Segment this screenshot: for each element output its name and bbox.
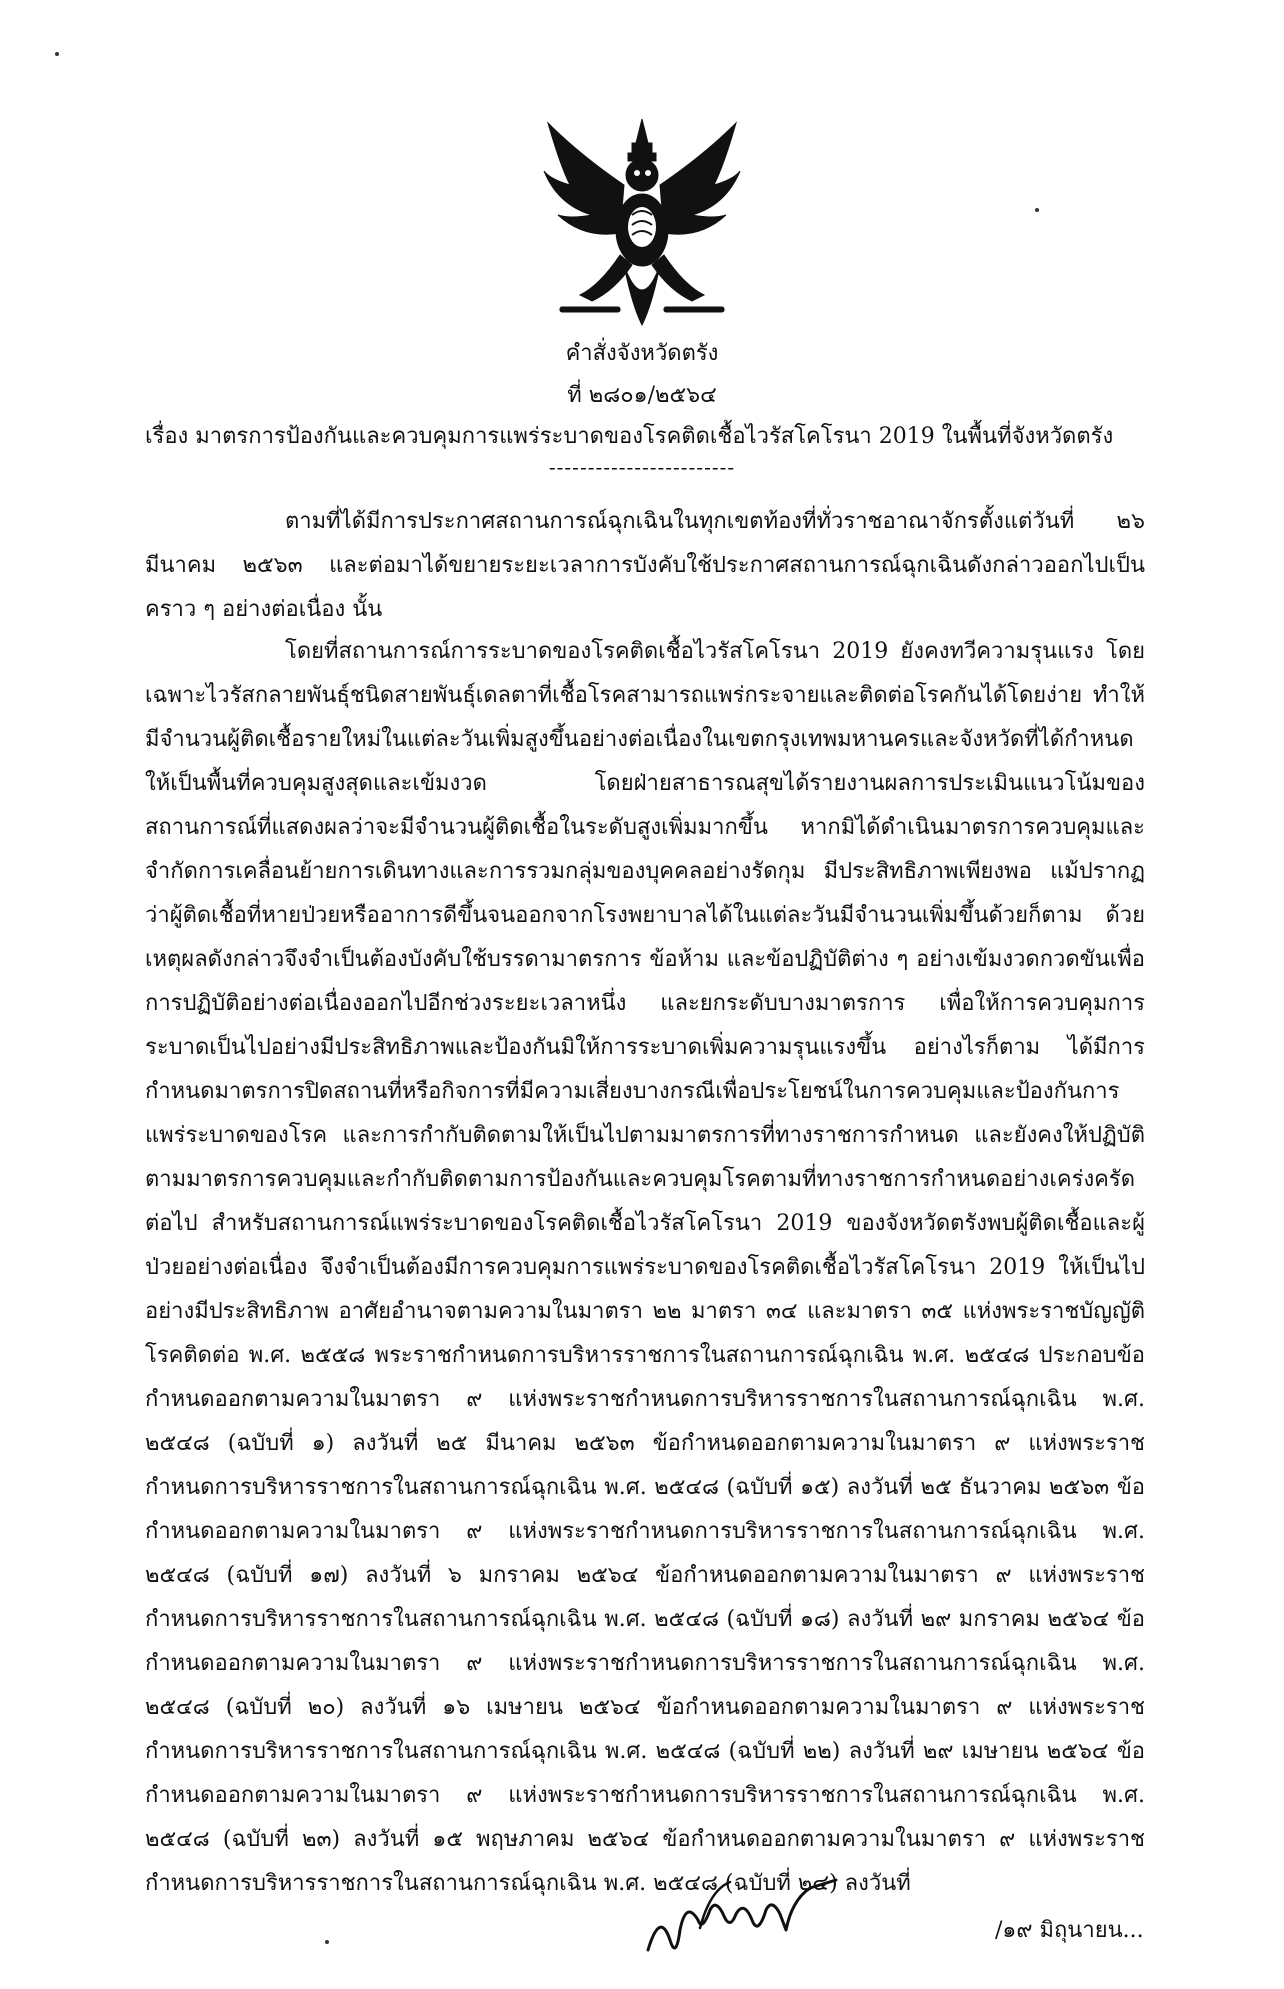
scan-speck bbox=[55, 52, 59, 56]
paragraph-1: ตามที่ได้มีการประกาศสถานการณ์ฉุกเฉินในทุกเขตท้องที่ทั่วราชอาณาจักรตั้งแต่วันที่ ๒๖ มีนาคม ๒๕๖๓ และต่อมาได้ขยายระยะเวลาการบังคับใช้ประกาศสถานการณ์ฉุกเฉินดังกล่าวออกไปเป็นคราว ๆ อย่างต่อเนื่อง นั้น bbox=[145, 509, 1145, 622]
document-subject: เรื่อง มาตรการป้องกันและควบคุมการแพร่ระบาดของโรคติดเชื้อไวรัสโคโรนา 2019 ในพื้นที่จังหวัดตรัง bbox=[145, 424, 1114, 449]
continuation-note: /๑๙ มิถุนายน... bbox=[995, 1918, 1144, 1943]
paragraph-2: โดยที่สถานการณ์การระบาดของโรคติดเชื้อไวรัสโคโรนา 2019 ยังคงทวีความรุนแรง โดยเฉพาะไวรัสกลายพันธุ์ชนิดสายพันธุ์เดลตาที่เชื้อโรคสามารถแพร่กระจายและติดต่อโรคกันได้โดยง่าย ทำให้มีจำนวนผู้ติดเชื้อรายใหม่ในแต่ละวันเพิ่มสูงขึ้นอย่างต่อเนื่องในเขตกรุงเทพมหานครและจังหวัดที่ได้กำหนดให้เป็นพื้นที่ควบคุมสูงสุดและเข้มงวด โดยฝ่ายสาธารณสุขได้รายงานผลการประเมินแนวโน้มของสถานการณ์ที่แสดงผลว่าจะมีจำนวนผู้ติดเชื้อในระดับสูงเพิ่มมากขึ้น หากมิได้ดำเนินมาตรการควบคุมและจำกัดการเคลื่อนย้ายการเดินทางและการรวมกลุ่มของบุคคลอย่างรัดกุม มีประสิทธิภาพเพียงพอ แม้ปรากฏว่าผู้ติดเชื้อที่หายป่วยหรืออาการดีขึ้นจนออกจากโรงพยาบาลได้ในแต่ละวันมีจำนวนเพิ่มขึ้นด้วยก็ตาม ด้วยเหตุผลดังกล่าวจึงจำเป็นต้องบังคับใช้บรรดามาตรการ ข้อห้าม และข้อปฏิบัติต่าง ๆ อย่างเข้มงวดกวดขันเพื่อการปฏิบัติอย่างต่อเนื่องออกไปอีกช่วงระยะเวลาหนึ่ง และยกระดับบางมาตรการ เพื่อให้การควบคุมการระบาดเป็นไปอย่างมีประสิทธิภาพและป้องกันมิให้การระบาดเพิ่มความรุนแรงขึ้น อย่างไรก็ตาม ได้มีการกำหนดมาตรการปิดสถานที่หรือกิจการที่มีความเสี่ยงบางกรณีเพื่อประโยชน์ในการควบคุมและป้องกันการแพร่ระบาดของโรค และการกำกับติดตามให้เป็นไปตามมาตรการที่ทางราชการกำหนด และยังคงให้ปฏิบัติตามมาตรการควบคุมและกำกับติดตามการป้องกันและควบคุมโรคตามที่ทางราชการกำหนดอย่างเคร่งครัดต่อไป สำหรับสถานการณ์แพร่ระบาดของโรคติดเชื้อไวรัสโคโรนา 2019 ของจังหวัดตรังพบผู้ติดเชื้อและผู้ป่วยอย่างต่อเนื่อง จึงจำเป็นต้องมีการควบคุมการแพร่ระบาดของโรคติดเชื้อไวรัสโคโรนา 2019 ให้เป็นไปอย่างมีประสิทธิภาพ อาศัยอำนาจตามความในมาตรา ๒๒ มาตรา ๓๔ และมาตรา ๓๕ แห่งพระราชบัญญัติโรคติดต่อ พ.ศ. ๒๕๕๘ พระราชกำหนดการบริหารราชการในสถานการณ์ฉุกเฉิน พ.ศ. ๒๕๔๘ ประกอบข้อกำหนดออกตามความในมาตรา ๙ แห่งพระราชกำหนดการบริหารราชการในสถานการณ์ฉุกเฉิน พ.ศ. ๒๕๔๘ (ฉบับที่ ๑) ลงวันที่ ๒๕ มีนาคม ๒๕๖๓ ข้อกำหนดออกตามความในมาตรา ๙ แห่งพระราชกำหนดการบริหารราชการในสถานการณ์ฉุกเฉิน พ.ศ. ๒๕๔๘ (ฉบับที่ ๑๕) ลงวันที่ ๒๕ ธันวาคม ๒๕๖๓ ข้อกำหนดออกตามความในมาตรา ๙ แห่งพระราชกำหนดการบริหารราชการในสถานการณ์ฉุกเฉิน พ.ศ. ๒๕๔๘ (ฉบับที่ ๑๗) ลงวันที่ ๖ มกราคม ๒๕๖๔ ข้อกำหนดออกตามความในมาตรา ๙ แห่งพระราชกำหนดการบริหารราชการในสถานการณ์ฉุกเฉิน พ.ศ. ๒๕๔๘ (ฉบับที่ ๑๘) ลงวันที่ ๒๙ มกราคม ๒๕๖๔ ข้อกำหนดออกตามความในมาตรา ๙ แห่งพระราชกำหนดการบริหารราชการในสถานการณ์ฉุกเฉิน พ.ศ. ๒๕๔๘ (ฉบับที่ ๒๐) ลงวันที่ ๑๖ เมษายน ๒๕๖๔ ข้อกำหนดออกตามความในมาตรา ๙ แห่งพระราชกำหนดการบริหารราชการในสถานการณ์ฉุกเฉิน พ.ศ. ๒๕๔๘ (ฉบับที่ ๒๒) ลงวันที่ ๒๙ เมษายน ๒๕๖๔ ข้อกำหนดออกตามความในมาตรา ๙ แห่งพระราชกำหนดการบริหารราชการในสถานการณ์ฉุกเฉิน พ.ศ. ๒๕๔๘ (ฉบับที่ ๒๓) ลงวันที่ ๑๕ พฤษภาคม ๒๕๖๔ ข้อกำหนดออกตามความในมาตรา ๙ แห่งพระราชกำหนดการบริหารราชการในสถานการณ์ฉุกเฉิน พ.ศ. ๒๕๔๘ (ฉบับที่ ๒๔) ลงวันที่ bbox=[145, 639, 1145, 1896]
document-title: คำสั่งจังหวัดตรัง bbox=[565, 341, 719, 366]
scan-speck bbox=[1035, 208, 1039, 212]
signature-icon bbox=[640, 1870, 840, 1965]
divider: ------------------------ bbox=[548, 455, 736, 479]
garuda-emblem-icon bbox=[540, 115, 745, 330]
document-number: ที่ ๒๘๐๑/๒๕๖๔ bbox=[567, 383, 717, 408]
scan-speck bbox=[325, 1940, 329, 1944]
